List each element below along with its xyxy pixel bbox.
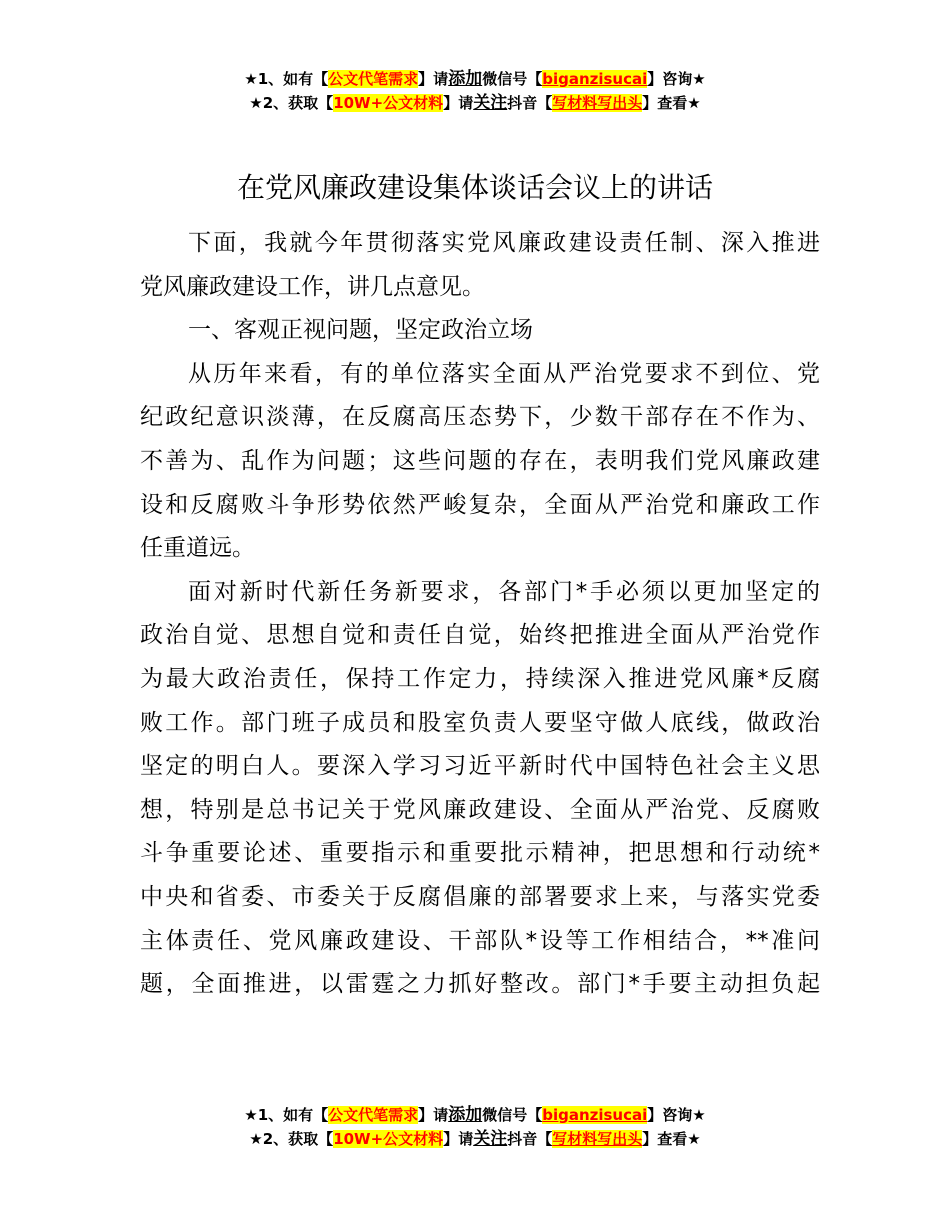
banner-emphasis: 添加 bbox=[448, 1105, 483, 1125]
banner-text: ★2、获取【 bbox=[249, 1130, 334, 1148]
banner-text: ★1、如有【 bbox=[244, 1106, 329, 1124]
highlight-materials: 10W+公文材料 bbox=[333, 1130, 444, 1148]
text-line: 从历年来看，有的单位落实全面从严治党要求不到位、党 bbox=[188, 360, 820, 387]
banner-text: 】请 bbox=[418, 70, 449, 88]
highlight-douyin: 写材料写出头 bbox=[552, 94, 643, 112]
text-line: 政治自觉、思想自觉和责任自觉，始终把推进全面从严治党作 bbox=[140, 622, 820, 649]
banner-line-1 bbox=[0, 67, 950, 91]
text-line: 设和反腐败斗争形势依然严峻复杂，全面从严治党和廉政工作 bbox=[140, 491, 820, 518]
text-line: 任重道远。 bbox=[140, 535, 255, 562]
banner-line-2 bbox=[0, 91, 950, 115]
banner-text: ★2、获取【 bbox=[249, 94, 334, 112]
paragraph bbox=[140, 353, 820, 571]
banner-text: 】查看★ bbox=[642, 94, 701, 112]
banner-text: 抖音【 bbox=[507, 1130, 553, 1148]
banner-text: 】咨询★ bbox=[647, 70, 706, 88]
banner-text: 】请 bbox=[443, 1130, 474, 1148]
text-line: 为最大政治责任，保持工作定力，持续深入推进党风廉*反腐 bbox=[140, 665, 820, 692]
text-line: 面对新时代新任务新要求，各部门*手必须以更加坚定的 bbox=[188, 578, 820, 605]
text-line: 题，全面推进，以雷霆之力抓好整改。部门*手要主动担负起 bbox=[140, 971, 820, 998]
text-line: 一、客观正视问题，坚定政治立场 bbox=[188, 317, 533, 344]
banner-text: ★1、如有【 bbox=[244, 70, 329, 88]
banner-line-1 bbox=[0, 1103, 950, 1127]
text-line: 下面，我就今年贯彻落实党风廉政建设责任制、深入推进 bbox=[188, 230, 820, 256]
banner-text: 】请 bbox=[418, 1106, 449, 1124]
document-title: 在党风廉政建设集体谈话会议上的讲话 bbox=[236, 171, 713, 204]
banner-emphasis: 关注 bbox=[473, 93, 508, 113]
banner-line-2 bbox=[0, 1127, 950, 1151]
highlight-douyin: 写材料写出头 bbox=[552, 1130, 643, 1148]
highlight-wechat-id: biganzisucai bbox=[542, 70, 648, 88]
text-line: 败工作。部门班子成员和股室负责人要坚守做人底线，做政治 bbox=[140, 709, 820, 736]
banner-text: 】咨询★ bbox=[647, 1106, 706, 1124]
banner-text: 微信号【 bbox=[482, 1106, 543, 1124]
highlight-wechat-id: biganzisucai bbox=[542, 1106, 648, 1124]
paragraph bbox=[140, 222, 820, 309]
highlight-service: 公文代笔需求 bbox=[328, 70, 419, 88]
footer-banner bbox=[0, 1103, 950, 1151]
text-line: 党风廉政建设工作，讲几点意见。 bbox=[140, 273, 485, 300]
section-heading bbox=[140, 309, 820, 353]
text-line: 想，特别是总书记关于党风廉政建设、全面从严治党、反腐败 bbox=[140, 796, 820, 823]
banner-emphasis: 关注 bbox=[473, 1129, 508, 1149]
header-banner bbox=[0, 67, 950, 115]
banner-text: 抖音【 bbox=[507, 94, 553, 112]
banner-text: 】请 bbox=[443, 94, 474, 112]
text-line: 中央和省委、市委关于反腐倡廉的部署要求上来，与落实党委 bbox=[140, 883, 820, 910]
highlight-materials: 10W+公文材料 bbox=[333, 94, 444, 112]
text-line: 纪政纪意识淡薄，在反腐高压态势下，少数干部存在不作为、 bbox=[140, 404, 820, 431]
text-line: 主体责任、党风廉政建设、干部队*设等工作相结合，**准问 bbox=[140, 927, 820, 954]
highlight-service: 公文代笔需求 bbox=[328, 1106, 419, 1124]
text-line: 坚定的明白人。要深入学习习近平新时代中国特色社会主义思 bbox=[140, 753, 820, 780]
text-line: 不善为、乱作为问题；这些问题的存在，表明我们党风廉政建 bbox=[140, 447, 820, 474]
document-body bbox=[140, 222, 820, 1007]
paragraph bbox=[140, 571, 820, 1007]
banner-text: 】查看★ bbox=[642, 1130, 701, 1148]
banner-emphasis: 添加 bbox=[448, 69, 483, 89]
banner-text: 微信号【 bbox=[482, 70, 543, 88]
text-line: 斗争重要论述、重要指示和重要批示精神，把思想和行动统* bbox=[140, 840, 820, 867]
